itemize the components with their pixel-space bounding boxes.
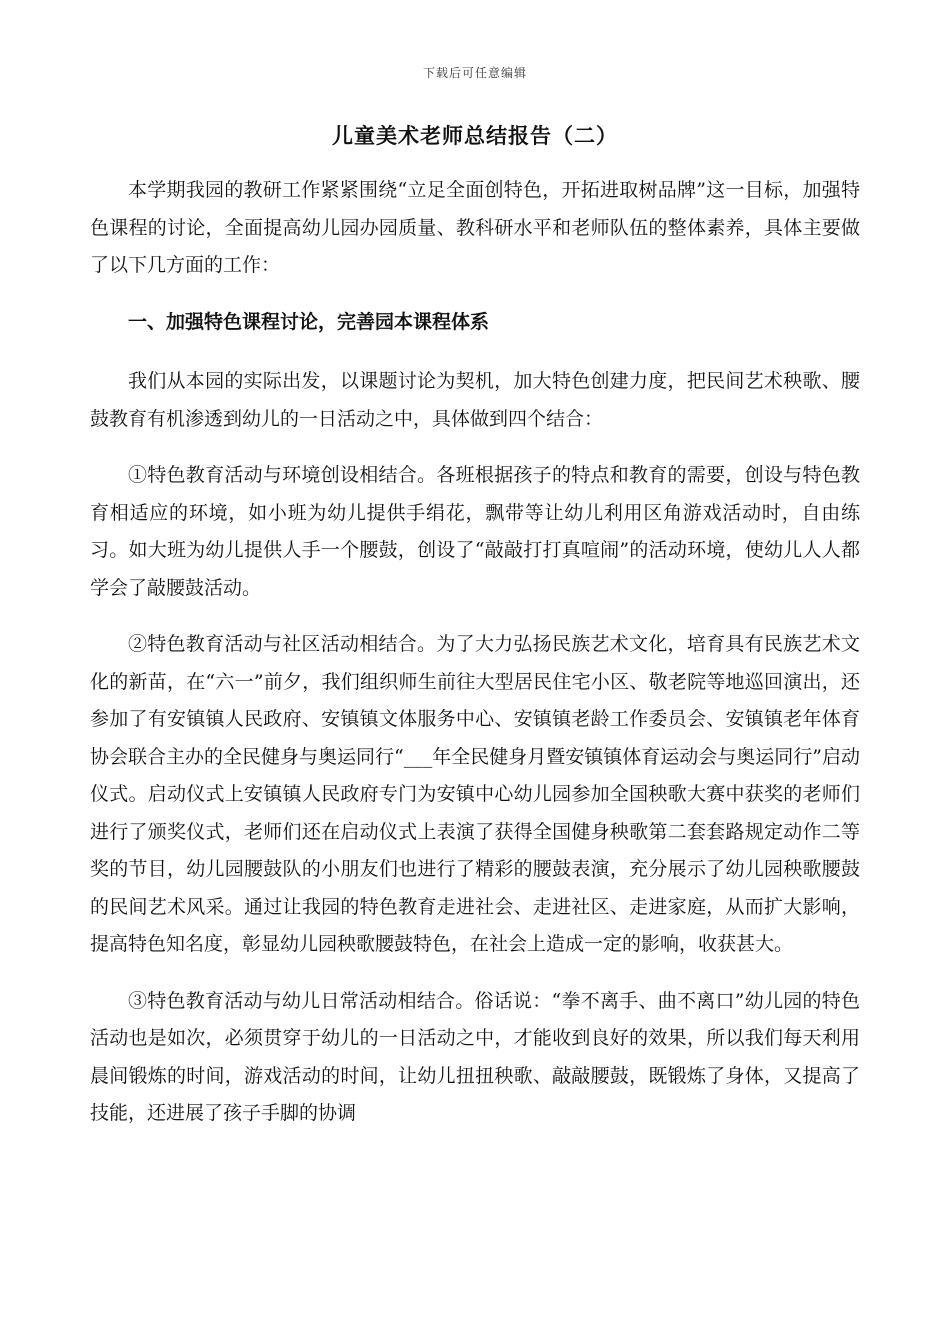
intro-paragraph: 本学期我园的教研工作紧紧围绕“立足全面创特色，开拓进取树品牌”这一目标，加强特色课程的讨论，全面提高幼儿园办园质量、教科研水平和老师队伍的整体素养，具体主要做了以下几方面的工作：	[90, 179, 860, 276]
list-item-3: ③特色教育活动与幼儿日常活动相结合。俗话说：“拳不离手、曲不离口”幼儿园的特色活动也是如次，必须贯穿于幼儿的一日活动之中，才能收到良好的效果，所以我们每天利用晨间锻炼的时间，游戏活动的时间，让幼儿扭扭秧歌、敲敲腰鼓，既锻炼了身体，又提高了技能，还进展了孩子手脚的协调	[90, 989, 860, 1124]
list-item-1: ①特色教育活动与环境创设相结合。各班根据孩子的特点和教育的需要，创设与特色教育相适应的环境，如小班为幼儿提供手绢花，飘带等让幼儿利用区角游戏活动时，自由练习。如大班为幼儿提供人手一个腰鼓，创设了“敲敲打打真喧闹”的活动环境，使幼儿人人都学会了敲腰鼓活动。	[90, 464, 860, 599]
section-paragraph: 我们从本园的实际出发，以课题讨论为契机，加大特色创建力度，把民间艺术秧歌、腰鼓教育有机渗透到幼儿的一日活动之中，具体做到四个结合：	[90, 370, 860, 430]
header-note: 下载后可任意编辑	[422, 66, 527, 80]
section-heading: 一、加强特色课程讨论，完善园本课程体系	[128, 310, 490, 333]
document-body	[90, 172, 860, 1133]
list-item-2: ②特色教育活动与社区活动相结合。为了大力弘扬民族艺术文化，培育具有民族艺术文化的新苗，在“六一”前夕，我们组织师生前往大型居民住宅小区、敬老院等地巡回演出，还参加了有安镇镇人民政府、安镇镇文体服务中心、安镇镇老龄工作委员会、安镇镇老年体育协会联合主办的全民健身与奥运同行“___年全民健身月暨安镇镇体育运动会与奥运同行”启动仪式。启动仪式上安镇镇人民政府专门为安镇中心幼儿园参加全国秧歌大赛中获奖的老师们进行了颁奖仪式，老师们还在启动仪式上表演了获得全国健身秧歌第二套套路规定动作二等奖的节目，幼儿园腰鼓队的小朋友们也进行了精彩的腰鼓表演，充分展示了幼儿园秧歌腰鼓的民间艺术风采。通过让我园的特色教育走进社会、走进社区、走进家庭，从而扩大影响，提高特色知名度，彰显幼儿园秧歌腰鼓特色，在社会上造成一定的影响，收获甚大。	[90, 633, 860, 955]
page-title: 儿童美术老师总结报告（二）	[332, 123, 618, 148]
